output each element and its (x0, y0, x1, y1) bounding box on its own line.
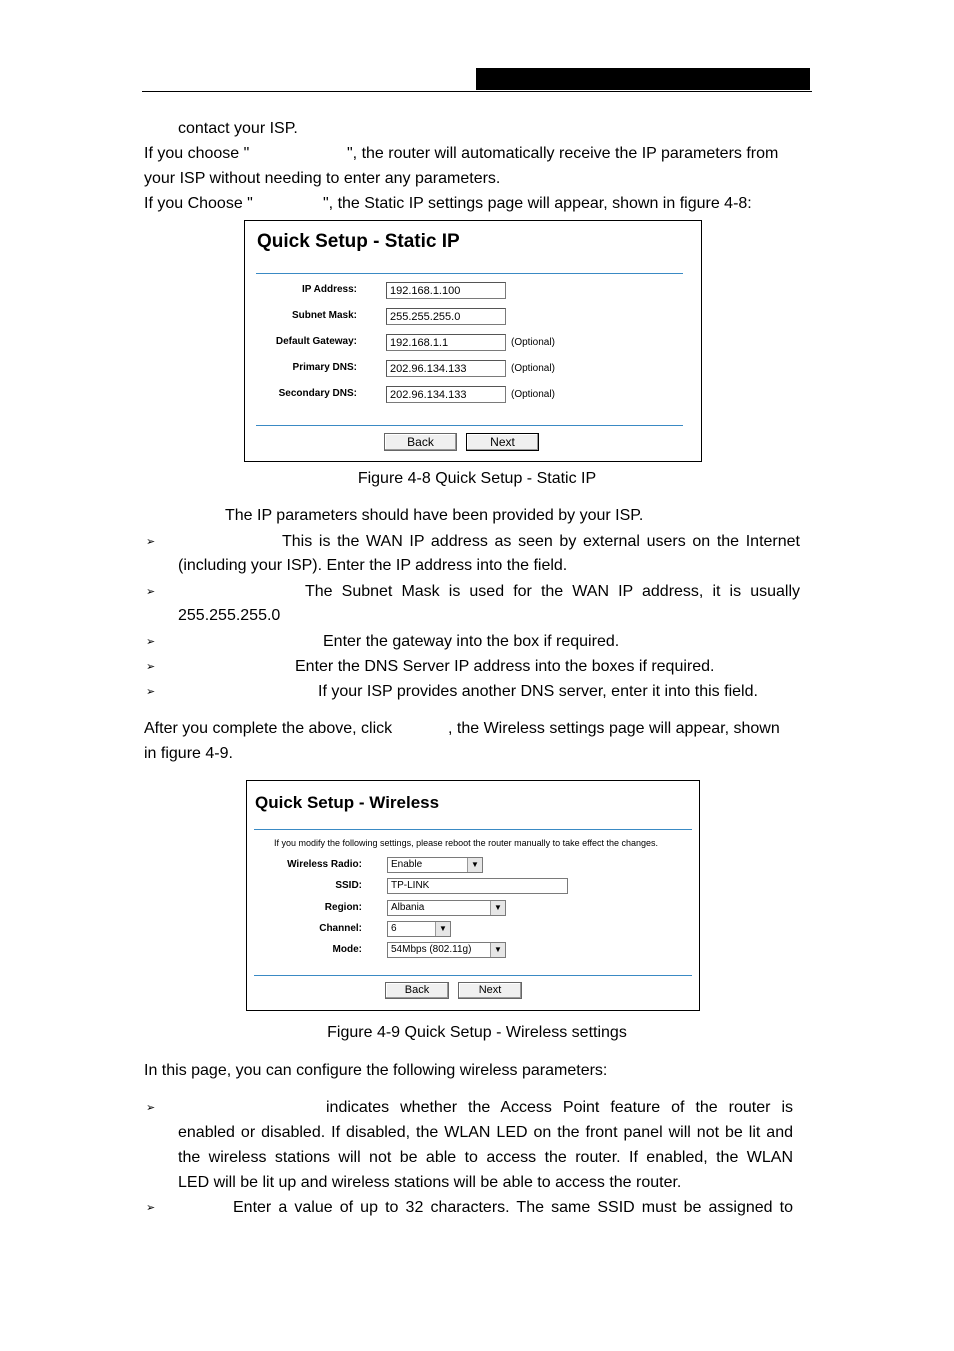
secondary-dns-input[interactable]: 202.96.134.133 (386, 386, 506, 403)
wireless-reboot-notice: If you modify the following settings, please reboot the router manually to take effect the changes. (274, 838, 659, 848)
bullet-icon: ➢ (146, 586, 156, 598)
bullet-ip-address-line1: This is the WAN IP address as seen by external users on the Internet (282, 533, 800, 550)
ip-address-input[interactable]: 192.168.1.100 (386, 282, 506, 299)
paragraph-after-complete-end: , the Wireless settings page will appear, shown (448, 720, 780, 737)
paragraph-static-start: If you Choose " (144, 195, 253, 212)
bullet-wireless-radio-line3: the wireless stations will not be able to access the router. If enabled, the WLAN (178, 1149, 793, 1166)
mode-label: Mode: (332, 944, 362, 955)
bullet-wireless-radio-line4: LED will be lit up and wireless stations will be able to access the router. (178, 1174, 682, 1191)
static-ip-panel (244, 220, 702, 462)
bullet-wireless-radio-line2: enabled or disabled. If disabled, the WLAN LED on the front panel will not be lit and (178, 1124, 793, 1141)
wireless-bottom-rule (254, 975, 692, 976)
bullet-ssid-line1: Enter a value of up to 32 characters. The same SSID must be assigned to (233, 1199, 793, 1216)
secondary-dns-label: Secondary DNS: (278, 388, 357, 399)
mode-select[interactable]: 54Mbps (802.11g) ▼ (387, 942, 506, 958)
paragraph-dynamic-end: ", the router will automatically receive the IP parameters from (347, 145, 779, 162)
bullet-icon: ➢ (146, 536, 156, 548)
bullet-icon: ➢ (146, 1202, 156, 1214)
subnet-mask-input[interactable]: 255.255.255.0 (386, 308, 506, 325)
bullet-subnet-line2: 255.255.255.0 (178, 607, 281, 624)
secondary-dns-optional: (Optional) (511, 389, 555, 400)
paragraph-wireless-intro: In this page, you can configure the following wireless parameters: (144, 1062, 608, 1079)
primary-dns-optional: (Optional) (511, 363, 555, 374)
paragraph-static-end: ", the Static IP settings page will appear, shown in figure 4-8: (323, 195, 752, 212)
wireless-back-button[interactable]: Back (385, 982, 449, 999)
bullet-primary-dns: Enter the DNS Server IP address into the boxes if required. (295, 658, 715, 675)
primary-dns-label: Primary DNS: (292, 362, 357, 373)
bullet-gateway: Enter the gateway into the box if required. (323, 633, 620, 650)
bullet-icon: ➢ (146, 686, 156, 698)
static-ip-title: Quick Setup - Static IP (257, 231, 460, 252)
back-button[interactable]: Back (384, 433, 457, 451)
bullet-subnet-line1: The Subnet Mask is used for the WAN IP address, it is usually (305, 583, 800, 600)
paragraph-figure-ref: in figure 4-9. (144, 745, 233, 762)
chevron-down-icon: ▼ (435, 922, 450, 936)
bullet-icon: ➢ (146, 636, 156, 648)
note-ip-params: The IP parameters should have been provided by your ISP. (225, 507, 644, 524)
bullet-wireless-radio-line1: indicates whether the Access Point feature of the router is (326, 1099, 793, 1116)
ssid-label: SSID: (335, 880, 362, 891)
next-button[interactable]: Next (466, 433, 539, 451)
wireless-next-button[interactable]: Next (458, 982, 522, 999)
static-ip-top-rule (256, 273, 683, 274)
default-gateway-input[interactable]: 192.168.1.1 (386, 334, 506, 351)
region-label: Region: (324, 902, 362, 913)
bullet-ip-address-line2: (including your ISP). Enter the IP address into the field. (178, 557, 568, 574)
bullet-icon: ➢ (146, 1102, 156, 1114)
channel-select[interactable]: 6 ▼ (387, 921, 451, 937)
chevron-down-icon: ▼ (490, 901, 505, 915)
default-gateway-label: Default Gateway: (275, 336, 357, 347)
wireless-radio-label: Wireless Radio: (287, 859, 362, 870)
region-select[interactable]: Albania ▼ (387, 900, 506, 916)
header-bar (476, 68, 810, 90)
bullet-icon: ➢ (146, 661, 156, 673)
paragraph-dynamic-start: If you choose " (144, 145, 250, 162)
static-ip-bottom-rule (256, 425, 683, 426)
figure-4-9-caption: Figure 4-9 Quick Setup - Wireless settings (327, 1024, 627, 1041)
wireless-top-rule (254, 829, 692, 830)
wireless-title: Quick Setup - Wireless (255, 793, 440, 812)
subnet-mask-label: Subnet Mask: (291, 310, 357, 321)
default-gateway-optional: (Optional) (511, 337, 555, 348)
paragraph-no-params: your ISP without needing to enter any parameters. (144, 170, 501, 187)
paragraph-contact-isp: contact your ISP. (178, 120, 298, 137)
ip-address-label: IP Address: (301, 284, 357, 295)
chevron-down-icon: ▼ (490, 943, 505, 957)
chevron-down-icon: ▼ (467, 858, 482, 872)
bullet-secondary-dns: If your ISP provides another DNS server, enter it into this field. (318, 683, 758, 700)
ssid-input[interactable]: TP-LINK (387, 878, 568, 894)
figure-4-8-caption: Figure 4-8 Quick Setup - Static IP (357, 470, 597, 487)
paragraph-after-complete-start: After you complete the above, click (144, 720, 393, 737)
primary-dns-input[interactable]: 202.96.134.133 (386, 360, 506, 377)
header-rule (142, 91, 812, 92)
wireless-radio-select[interactable]: Enable ▼ (387, 857, 483, 873)
wireless-panel (246, 780, 700, 1011)
channel-label: Channel: (319, 923, 362, 934)
